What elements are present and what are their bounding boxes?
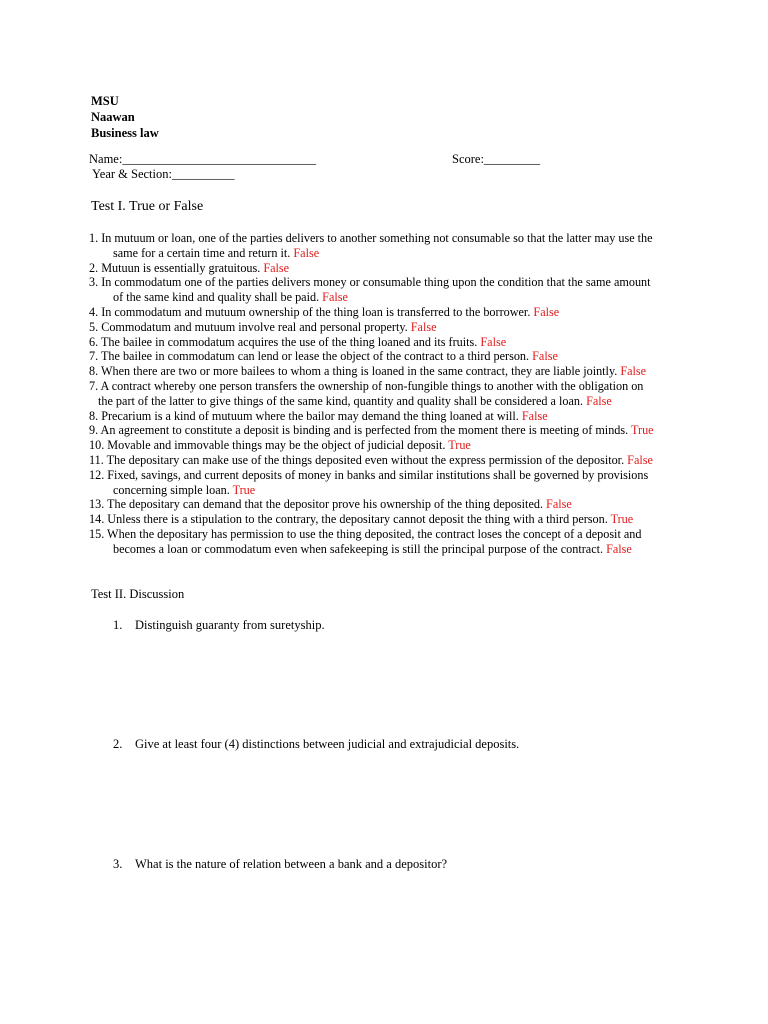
answer-label: True <box>610 512 634 527</box>
question-item <box>89 305 689 320</box>
answer-label: False <box>532 349 558 364</box>
question-number: 2. <box>113 737 123 751</box>
question-text: 14. Unless there is a stipulation to the contrary, the depositary cannot deposit the thing with a third person. <box>89 512 608 527</box>
document-header <box>91 93 159 141</box>
question-text: becomes a loan or commodatum even when safekeeping is still the principal purpose of the contract. <box>113 541 604 556</box>
question-text: 13. The depositary can demand that the depositor prove his ownership of the thing deposited. <box>89 497 543 512</box>
discussion-question <box>113 737 519 752</box>
test2-title: Test II. Discussion <box>91 587 185 601</box>
question-item-continuation <box>89 246 689 261</box>
question-item-continuation <box>89 290 689 305</box>
answer-label: False <box>263 260 290 275</box>
answer-label: False <box>322 290 348 305</box>
answer-label: False <box>480 334 507 349</box>
question-text: 8. Precarium is a kind of mutuum where the bailor may demand the thing loaned at will. <box>89 408 519 423</box>
question-text: 5. Commodatum and mutuum involve real and personal property. <box>89 319 408 334</box>
question-item <box>89 527 689 542</box>
discussion-question <box>113 857 447 872</box>
question-item <box>89 423 689 438</box>
answer-label: False <box>521 408 548 423</box>
score-field: Score:_________ <box>452 152 541 166</box>
question-item <box>89 231 689 246</box>
question-text: 9. An agreement to constitute a deposit is binding and is perfected from the moment there is meeting of minds. <box>89 423 629 438</box>
question-item <box>89 261 689 276</box>
question-item <box>89 275 689 290</box>
question-text: 11. The depositary can make use of the things deposited even without the express permission of the depositor. <box>89 452 625 467</box>
answer-label: False <box>620 364 647 379</box>
question-item <box>89 409 689 424</box>
question-item <box>89 512 689 527</box>
question-text: 3. In commodatum one of the parties delivers money or consumable thing upon the condition that the same amount <box>89 275 651 290</box>
question-item <box>89 320 689 335</box>
question-text: 10. Movable and immovable things may be the object of judicial deposit. <box>89 438 446 453</box>
answer-label: True <box>448 438 471 453</box>
question-text: the part of the latter to give things of the same kind, quantity and quality shall be considered a loan. <box>98 393 584 408</box>
question-text: 2. Mutuun is essentially gratuitous. <box>89 260 261 275</box>
question-text: 6. The bailee in commodatum acquires the use of the thing loaned and its fruits. <box>89 334 478 349</box>
answer-label: True <box>631 423 654 438</box>
question-text: 12. Fixed, savings, and current deposits of money in banks and similar institutions shall be governed by provisions <box>89 467 649 482</box>
answer-label: False <box>533 304 560 319</box>
question-text: 15. When the depositary has permission to use the thing deposited, the contract loses the concept of a deposit and <box>89 526 642 541</box>
question-item-continuation <box>89 394 689 409</box>
campus-name: Naawan <box>91 110 135 124</box>
question-item <box>89 438 689 453</box>
answer-label: False <box>606 541 632 556</box>
answer-label: True <box>232 482 256 497</box>
question-item-continuation <box>89 542 689 557</box>
question-number: 1. <box>113 618 123 632</box>
question-number: 3. <box>113 857 123 871</box>
question-item <box>89 468 689 483</box>
question-text: same for a certain time and return it. <box>113 245 291 260</box>
question-text: Distinguish guaranty from suretyship. <box>135 618 325 632</box>
answer-label: False <box>410 319 437 334</box>
question-text: Give at least four (4) distinctions between judicial and extrajudicial deposits. <box>135 737 520 751</box>
question-text: 4. In commodatum and mutuum ownership of the thing loan is transferred to the borrower. <box>89 304 531 319</box>
question-item <box>89 364 689 379</box>
test1-title: Test I. True or False <box>91 199 204 214</box>
question-text: 7. The bailee in commodatum can lend or lease the object of the contract to a third person. <box>89 349 530 364</box>
question-text: of the same kind and quality shall be paid. <box>113 290 320 305</box>
name-field: Name:_______________________________ <box>89 152 317 166</box>
true-false-list <box>89 231 689 557</box>
question-text: What is the nature of relation between a bank and a depositor? <box>135 857 448 871</box>
question-item <box>89 379 689 394</box>
discussion-question <box>113 618 325 633</box>
question-text: 1. In mutuum or loan, one of the parties delivers to another something not consumable so that the latter may use the <box>89 231 653 245</box>
answer-label: False <box>586 393 612 408</box>
answer-label: False <box>627 452 653 467</box>
question-text: concerning simple loan. <box>113 482 230 497</box>
answer-label: False <box>293 245 320 260</box>
question-text: 8. When there are two or more bailees to whom a thing is loaned in the same contract, they are liable jointly. <box>89 364 618 379</box>
question-item <box>89 335 689 350</box>
question-text: 7. A contract whereby one person transfers the ownership of non-fungible things to another with the obligation on <box>89 378 644 393</box>
subject-name: Business law <box>91 126 159 140</box>
year-section-field: Year & Section:__________ <box>92 167 235 181</box>
question-item-continuation <box>89 483 689 498</box>
question-item <box>89 497 689 512</box>
question-item <box>89 349 689 364</box>
school-name: MSU <box>91 94 119 108</box>
question-item <box>89 453 689 468</box>
answer-label: False <box>546 497 572 512</box>
